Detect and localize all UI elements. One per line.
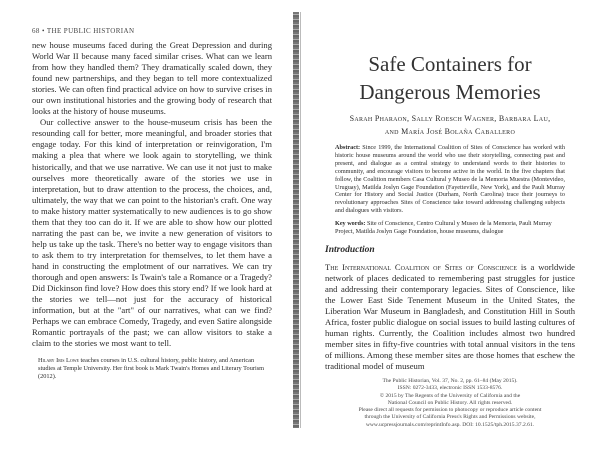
abstract-text: Since 1999, the International Coalition of Sites of Conscience has worked with historic house museums around the world who use their storytelling, connecting past and present, and dialogue as a central strategy to understand words to their histories to community, and encourage visitors to become active in the world. In the five chapters that follow, the Coalition members Casa Cultural y Museo de la Memoria Muestra (Montevideo, Uruguay), Matilda Joslyn Gage Foundation (Fayetteville, New York), and the Pauli Murray Center for History and Social Justice (Durham, North Carolina) trace their journeys to revolutionary approaches Sites of Conscience take toward addressing challenging subjects and dialogues with visitors. xyxy=(335,144,565,215)
publication-footer xyxy=(325,378,575,429)
page-gutter xyxy=(300,12,301,428)
keywords-label: Key words: xyxy=(335,220,366,228)
footer-line: www.ucpressjournals.com/reprintInfo.asp. DOI: 10.1525/tph.2015.37.2.61. xyxy=(365,421,535,428)
keywords-text: Site of Conscience, Centro Cultural y Museo de la Memoria, Pauli Murray Project, Matilda Joslyn Gage Foundation, house museums, dialogue xyxy=(335,220,552,236)
section-heading: Introduction xyxy=(325,244,375,255)
keywords xyxy=(325,220,575,236)
authors xyxy=(325,112,575,138)
left-body-text xyxy=(32,40,272,349)
book-spine xyxy=(293,12,299,428)
author-bio xyxy=(32,357,272,380)
footer-line: through the University of California Press's Rights and Permissions website, xyxy=(364,414,536,421)
intro-lead: The International Coalition of Sites of Conscience xyxy=(325,261,518,272)
abstract xyxy=(325,144,575,215)
footer-line: The Public Historian, Vol. 37, No. 2, pp. 61–84 (May 2015). xyxy=(382,377,518,384)
bio-text: teaches courses in U.S. cultural history, public history, and American studies at Temple University. Her first book is Mark Twain's Homes and Literary Tourism (2012). xyxy=(38,357,265,380)
running-head: 68 • THE PUBLIC HISTORIAN xyxy=(32,27,135,35)
intro-body: is a worldwide network of places dedicated to remembering past struggles for justice and addressing their contemporary legacies. Sites of Conscience, like the Lower East Side Tenement Museum in the United States, the Liberation War Museum in Bangladesh, and Constitution Hill in South Africa, foster public dialogue on social issues to build lasting cultures of human rights. Currently, the Coalition includes almost two hundred member sites in fifty-five countries with total annual visitors in the tens of millions. Among these member sites are those homes that eschew the traditional model of museum xyxy=(325,261,575,371)
title-line: Dangerous Memories xyxy=(359,80,541,104)
footer-line: © 2015 by The Regents of the University of California and the xyxy=(379,392,521,399)
intro-text xyxy=(325,262,575,372)
footer-line: National Council on Public History. All rights reserved. xyxy=(387,399,513,406)
footer-line: ISSN: 0272-3433, electronic ISSN 1533-8576. xyxy=(397,385,503,392)
bio-name: Hilary Iris Lowe xyxy=(38,357,79,365)
footer-line: Please direct all requests for permission to photocopy or reproduce article content xyxy=(358,407,542,414)
authors-line: and María José Bolaña Caballero xyxy=(384,127,516,136)
left-column xyxy=(32,26,272,380)
right-column xyxy=(325,50,575,429)
article-title xyxy=(325,50,575,106)
paragraph: new house museums faced during the Great Depression and during World War II because many faced similar crises. What can we learn from how they handled them? They dramatically scaled down, they found new partnerships, and they began to tell more contextualized stories. We can often find practical advice on how to survive crises in our own institutional histories and the growing body of research that looks at the history of house museums. xyxy=(32,40,272,117)
paragraph: Our collective answer to the house-museum crisis has been the resounding call for better, more meaningful, and broader stories that engage today. For this kind of interpretation or reinvigoration, I'm making a plea that where we look again to storytelling, we think historically, and that we use narrative. We can use it not just to make ourselves more theoretically aware of the stories we use in interpretation, but to draw attention to the process, the choices, and, ultimately, the way that we can point to the historian's craft. One way to make history matter systematically to new audiences is to go show them that they too can do it. If we are able to show how our plotted narrating the past can be, we invite a new generation of visitors to help us take up the task. There's no better way to engage visitors than to ask them to try interpretation for themselves, to let them have a hand in constructing the emplotment of our narratives. We can try thorough and open answers: Is Twain's tale a Romance or a Tragedy? Did Dickinson find love? How does this story end? If we look hard at the stories we tell—not just for the accuracy of historical information, but at the "art" of our narratives, what can we find? Perhaps we can embrace Comedy, Tragedy, and even Satire alongside Romantic portrayals of the past; we can allow visitors to stake a claim to the stories we most want to tell. xyxy=(32,117,272,349)
title-line: Safe Containers for xyxy=(368,52,532,76)
authors-line: Sarah Pharaon, Sally Roesch Wagner, Barbara Lau, xyxy=(349,114,551,123)
abstract-label: Abstract: xyxy=(335,144,361,151)
